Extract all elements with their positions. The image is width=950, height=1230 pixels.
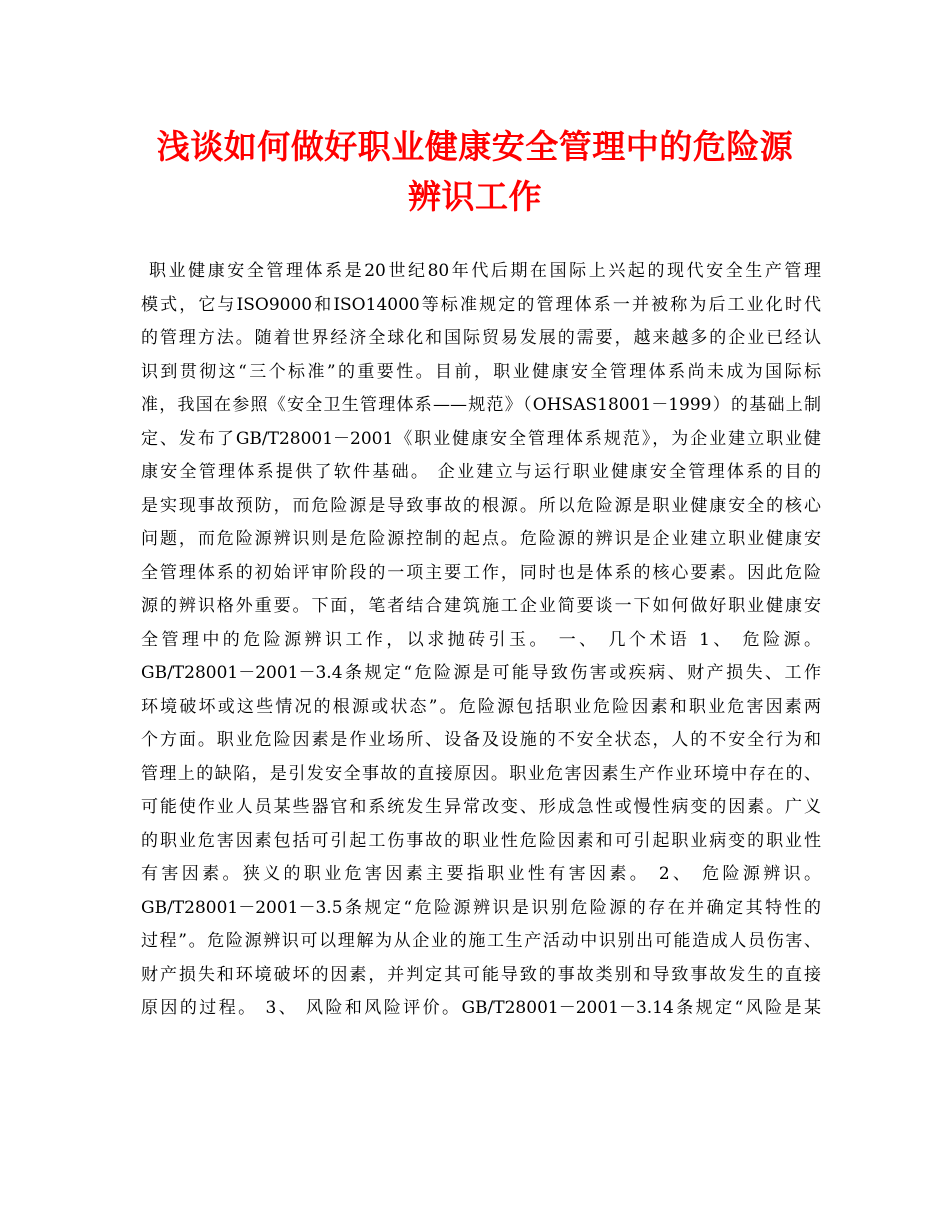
body-line: 全管理中的危险源辨识工作，以求抛砖引玉。 一、 几个术语 1、 危险源。 xyxy=(141,629,821,650)
body-line: 职业健康安全管理体系是20世纪80年代后期在国际上兴起的现代安全生产管理 xyxy=(149,261,821,281)
document-title xyxy=(100,122,850,222)
title-line: 辨识工作 xyxy=(408,177,542,216)
title-line: 浅谈如何做好职业健康安全管理中的危险源 xyxy=(156,127,794,166)
body-line: 环境破坏或这些情况的根源或状态”。危险源包括职业危险因素和职业危害因素两 xyxy=(141,696,821,717)
body-line: 财产损失和环境破坏的因素，并判定其可能导致的事故类别和导致事故发生的直接 xyxy=(141,964,821,985)
body-line: 问题，而危险源辨识则是危险源控制的起点。危险源的辨识是企业建立职业健康安 xyxy=(141,529,821,549)
body-line: 管理上的缺陷，是引发安全事故的直接原因。职业危害因素生产作业环境中存在的、 xyxy=(141,763,821,784)
body-line: 源的辨识格外重要。下面，笔者结合建筑施工企业简要谈一下如何做好职业健康安 xyxy=(141,596,821,616)
body-line: 的职业危害因素包括可引起工伤事故的职业性危险因素和可引起职业病变的职业性 xyxy=(141,830,821,851)
document-body xyxy=(141,255,821,1026)
body-line: 原因的过程。 3、 风险和风险评价。GB/T28001－2001－3.14条规定“风险是某 xyxy=(141,998,821,1018)
body-line: 识到贯彻这“三个标准”的重要性。目前，职业健康安全管理体系尚未成为国际标 xyxy=(141,361,821,382)
body-line: 是实现事故预防，而危险源是导致事故的根源。所以危险源是职业健康安全的核心 xyxy=(141,495,821,516)
body-line: 可能使作业人员某些器官和系统发生异常改变、形成急性或慢性病变的因素。广义 xyxy=(141,797,821,817)
body-line: 有害因素。狭义的职业危害因素主要指职业性有害因素。 2、 危险源辨识。 xyxy=(141,864,821,884)
body-line: 的管理方法。随着世界经济全球化和国际贸易发展的需要，越来越多的企业已经认 xyxy=(141,328,821,348)
body-line: 模式，它与ISO9000和ISO14000等标准规定的管理体系一并被称为后工业化时代 xyxy=(141,294,821,315)
body-line: 过程”。危险源辨识可以理解为从企业的施工生产活动中识别出可能造成人员伤害、 xyxy=(141,931,821,951)
body-line: GB/T28001－2001－3.5条规定“危险源辨识是识别危险源的存在并确定其特性的 xyxy=(141,897,821,918)
body-line: GB/T28001－2001－3.4条规定“危险源是可能导致伤害或疾病、财产损失、工作 xyxy=(141,663,821,683)
body-line: 康安全管理体系提供了软件基础。 企业建立与运行职业健康安全管理体系的目的 xyxy=(141,462,821,482)
body-line: 全管理体系的初始评审阶段的一项主要工作，同时也是体系的核心要素。因此危险 xyxy=(141,562,821,583)
body-line: 定、发布了GB/T28001－2001《职业健康安全管理体系规范》，为企业建立职业健 xyxy=(141,428,821,449)
body-line: 个方面。职业危险因素是作业场所、设备及设施的不安全状态，人的不安全行为和 xyxy=(141,730,821,750)
body-line: 准，我国在参照《安全卫生管理体系——规范》（OHSAS18001－1999）的基础上制 xyxy=(141,395,821,415)
